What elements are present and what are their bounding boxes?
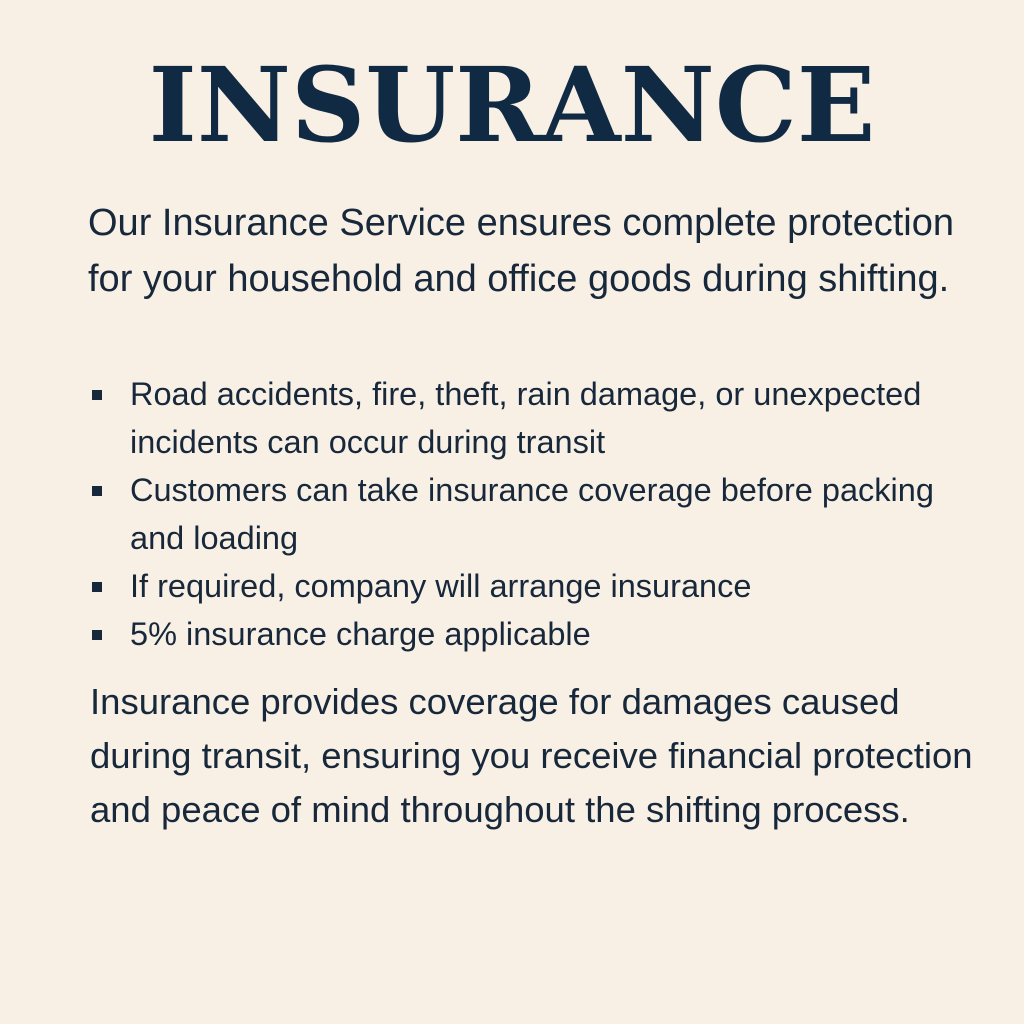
list-item (90, 562, 950, 610)
bullet-text: If required, company will arrange insurance (130, 568, 752, 604)
insurance-bullet-list (90, 370, 950, 658)
bullet-text: 5% insurance charge applicable (130, 616, 591, 652)
bullet-text: Customers can take insurance coverage before packing and loading (130, 472, 934, 556)
square-bullet-icon (92, 582, 102, 592)
list-item (90, 370, 950, 466)
closing-paragraph: Insurance provides coverage for damages caused during transit, ensuring you receive financial protection and peace of mind throughout the shifting process. (90, 681, 973, 830)
list-item (90, 610, 950, 658)
list-item (90, 466, 950, 562)
square-bullet-icon (92, 630, 102, 640)
page-title: INSURANCE (148, 45, 876, 166)
square-bullet-icon (92, 390, 102, 400)
intro-paragraph: Our Insurance Service ensures complete protection for your household and office goods during shifting. (88, 202, 954, 300)
bullet-text: Road accidents, fire, theft, rain damage, or unexpected incidents can occur during transit (130, 376, 922, 460)
square-bullet-icon (92, 486, 102, 496)
